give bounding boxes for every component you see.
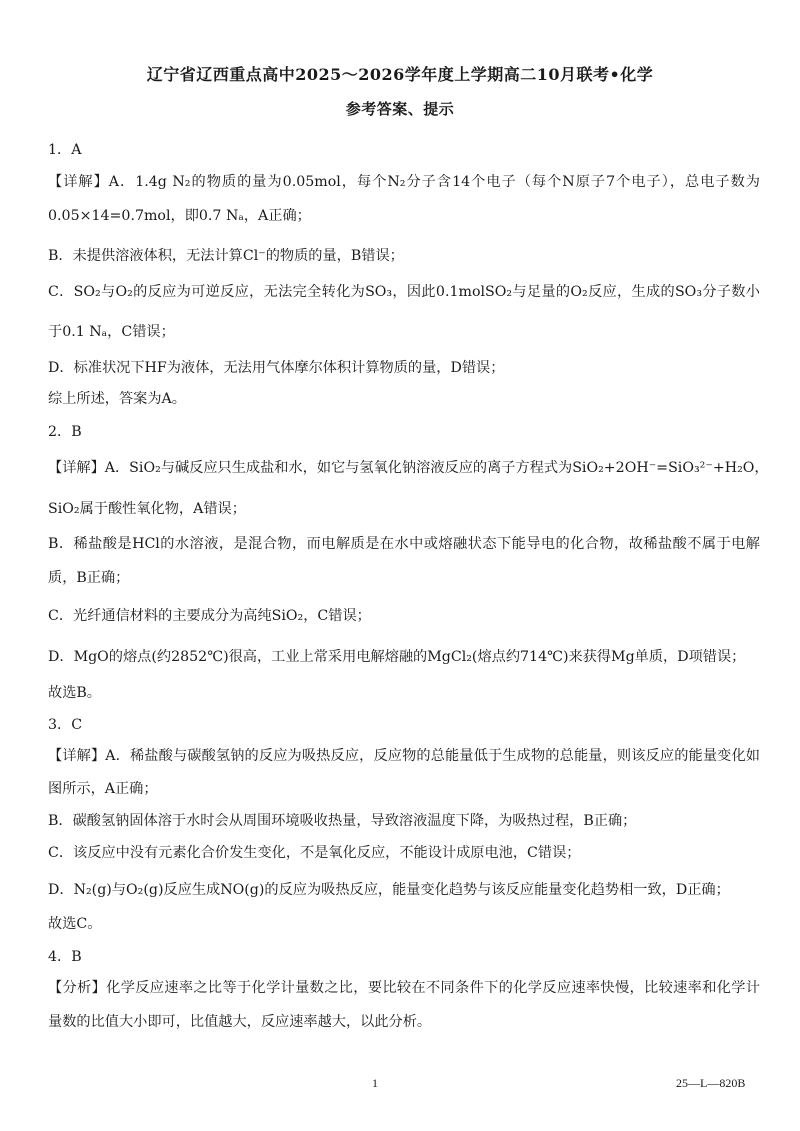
explanation-line: B．碳酸氢钠固体溶于水时会从周围环境吸收热量，导致溶液温度下降，为吸热过程，B正确； (48, 813, 637, 829)
question-2-answer: 2．B (48, 424, 82, 440)
conclusion-line: 故选C。 (48, 916, 102, 932)
explanation-line: 于0.1 Nₐ，C错误； (48, 324, 175, 340)
explanation-line: D．N₂(g)与O₂(g)反应生成NO(g)的反应为吸热反应，能量变化趋势与该反应能量变化趋势相一致，D正确； (48, 882, 730, 898)
conclusion-line: 故选B。 (48, 685, 101, 701)
explanation-line: B．稀盐酸是HCl的水溶液，是混合物，而电解质是在水中或熔融状态下能导电的化合物，故稀盐酸不属于电解 (48, 536, 760, 552)
explanation-line: SiO₂属于酸性氧化物，A错误； (48, 501, 246, 517)
question-3-answer: 3．C (48, 717, 83, 733)
explanation-line: B．未提供溶液体积，无法计算Cl⁻的物质的量，B错误； (48, 248, 404, 264)
explanation-line: D．标准状况下HF为液体，无法用气体摩尔体积计算物质的量，D错误； (48, 360, 505, 376)
explanation-line: 图所示，A正确； (48, 781, 158, 797)
explanation-line: 【详解】A．稀盐酸与碳酸氢钠的反应为吸热反应，反应物的总能量低于生成物的总能量，则该反应的能量变化如 (48, 748, 760, 764)
explanation-line: 质，B正确； (48, 570, 130, 586)
page-subtitle: 参考答案、提示 (345, 100, 455, 118)
analysis-line: 量数的比值大小即可，比值越大，反应速率越大，以此分析。 (48, 1014, 432, 1030)
explanation-line: 0.05×14=0.7mol，即0.7 Nₐ，A正确； (48, 208, 311, 224)
analysis-line: 【分析】化学反应速率之比等于化学计量数之比，要比较在不同条件下的化学反应速率快慢，比较速率和化学计 (48, 980, 760, 996)
document-code: 25—L—820B (676, 1076, 746, 1090)
explanation-line: C．光纤通信材料的主要成分为高纯SiO₂，C错误； (48, 608, 371, 624)
question-4-answer: 4．B (48, 949, 82, 965)
explanation-line: C．该反应中没有元素化合价发生变化，不是氧化反应，不能设计成原电池，C错误； (48, 845, 581, 861)
explanation-line: 【详解】A．1.4g N₂的物质的量为0.05mol，每个N₂分子含14个电子（每个N原子7个电子），总电子数为 (48, 174, 760, 190)
explanation-line: 【详解】A．SiO₂与碱反应只生成盐和水，如它与氢氧化钠溶液反应的离子方程式为SiO₂+2OH⁻=SiO₃²⁻+H₂O， (48, 460, 769, 476)
question-1-answer: 1．A (48, 142, 82, 158)
explanation-line: D．MgO的熔点(约2852℃)很高，工业上常采用电解熔融的MgCl₂(熔点约714℃)来获得Mg单质，D项错误； (48, 649, 746, 665)
explanation-line: C．SO₂与O₂的反应为可逆反应，无法完全转化为SO₃，因此0.1molSO₂与足量的O₂反应，生成的SO₃分子数小 (48, 284, 760, 300)
page-number: 1 (372, 1076, 378, 1090)
page-title: 辽宁省辽西重点高中2025～2026学年度上学期高二10月联考•化学 (146, 65, 654, 84)
conclusion-line: 综上所述，答案为A。 (48, 391, 186, 407)
